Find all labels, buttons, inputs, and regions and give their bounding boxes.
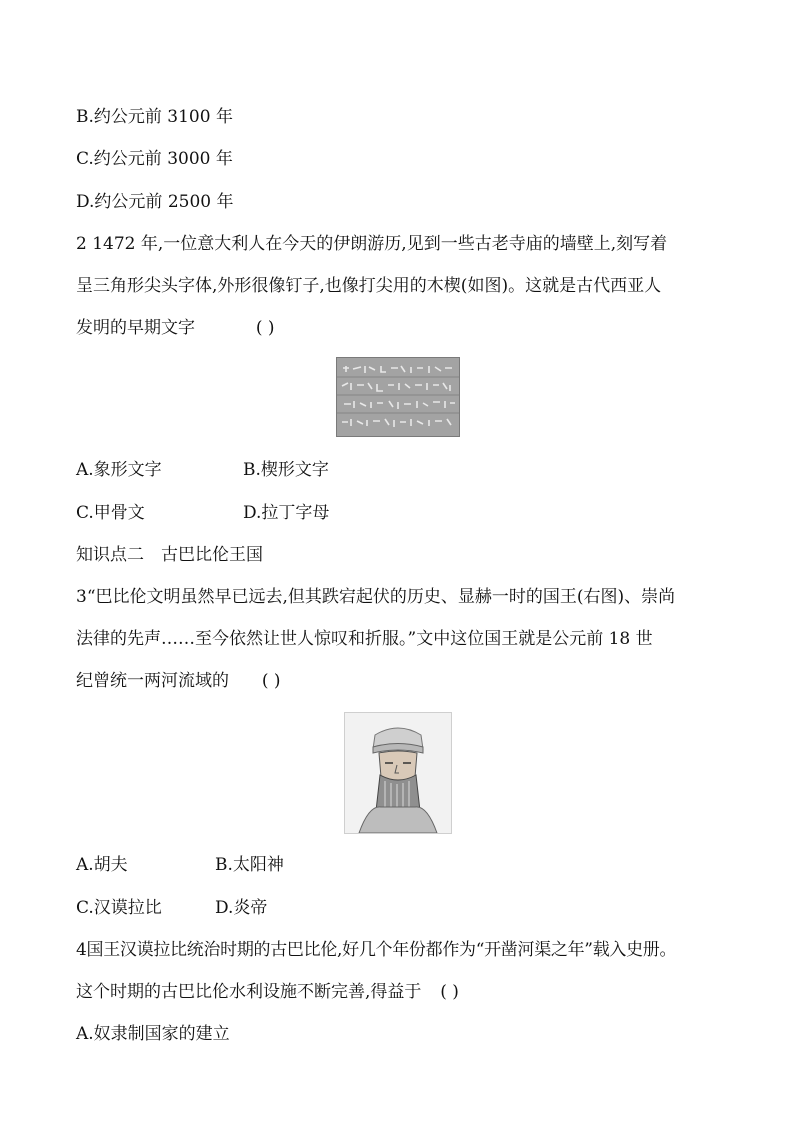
q2-text-line1: 2 1472 年,一位意大利人在今天的伊朗游历,见到一些古老寺庙的墙壁上,刻写着 <box>76 234 668 254</box>
q3-option-a: A.胡夫 <box>76 855 128 875</box>
q1-option-b: B.约公元前 3100 年 <box>76 107 233 127</box>
q2-text-line2: 呈三角形尖头字体,外形很像钉子,也像打尖用的木楔(如图)。这就是古代西亚人 <box>76 276 662 296</box>
q2-text-line3 <box>76 316 734 340</box>
q1-option-d: D.约公元前 2500 年 <box>76 192 234 212</box>
q3-options-row1 <box>76 853 734 877</box>
q2-options-row1 <box>76 458 734 482</box>
q2-option-a: A.象形文字 <box>76 460 162 480</box>
q2-answer-bracket: ( ) <box>255 318 275 338</box>
q3-answer-bracket: ( ) <box>261 671 281 691</box>
q4-stem-end: 这个时期的古巴比伦水利设施不断完善,得益于 <box>76 982 422 1002</box>
q4-text-line1: 4国王汉谟拉比统治时期的古巴比伦,好几个年份都作为“开凿河渠之年”载入史册。 <box>76 940 677 960</box>
q3-option-c: C.汉谟拉比 <box>76 898 162 918</box>
q3-options-row2 <box>76 896 734 920</box>
q3-text-line3 <box>76 669 734 693</box>
king-portrait-icon <box>345 713 451 833</box>
q2-stem-end: 发明的早期文字 <box>76 318 195 338</box>
cuneiform-tablet-image <box>336 357 460 437</box>
q3-option-d: D.炎帝 <box>215 898 268 918</box>
q3-option-b: B.太阳神 <box>215 855 284 875</box>
q2-options-row2 <box>76 501 734 525</box>
q2-option-d: D.拉丁字母 <box>243 503 330 523</box>
q4-answer-bracket: ( ) <box>440 982 459 1002</box>
q2-option-b: B.楔形文字 <box>243 460 329 480</box>
q3-text-line2: 法律的先声……至今依然让世人惊叹和折服。”文中这位国王就是公元前 18 世 <box>76 629 653 649</box>
q1-option-c: C.约公元前 3000 年 <box>76 149 233 169</box>
q2-option-c: C.甲骨文 <box>76 503 145 523</box>
q3-stem-end: 纪曾统一两河流域的 <box>76 671 229 691</box>
q4-text-line2 <box>76 980 734 1004</box>
king-portrait-image <box>344 712 452 834</box>
q3-text-line1: 3“巴比伦文明虽然早已远去,但其跌宕起伏的历史、显赫一时的国王(右图)、崇尚 <box>76 587 676 607</box>
q4-option-a: A.奴隶制国家的建立 <box>76 1024 230 1044</box>
section-heading: 知识点二 古巴比伦王国 <box>76 545 263 565</box>
cuneiform-icon <box>337 358 459 436</box>
